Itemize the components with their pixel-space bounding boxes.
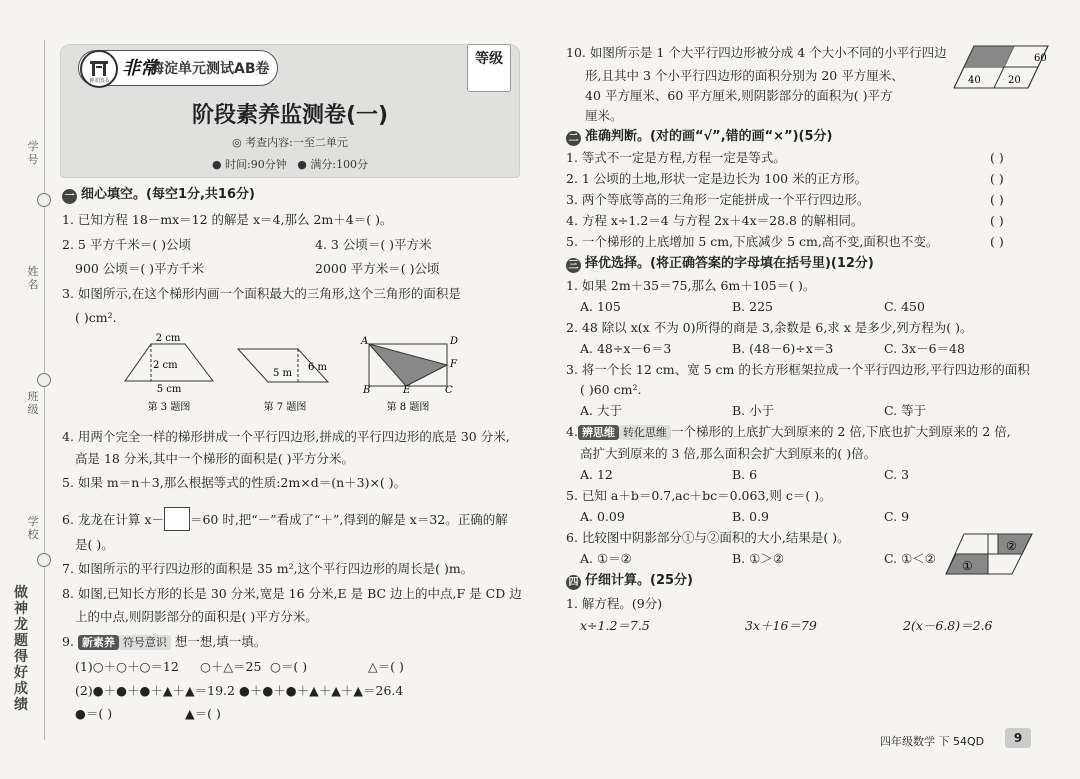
fig10-label-60: 60 (1034, 53, 1047, 64)
fig8-E: E (403, 385, 411, 396)
page-title: 阶段素养监测卷(一) (191, 103, 389, 128)
question-9-1b: ○＋△＝25 (200, 659, 262, 674)
judge-answer-1[interactable]: ( ) (990, 150, 1004, 165)
question-1: 1. 已知方程 18－mx＝12 的解是 x＝4,那么 2m＋4＝( )。 (62, 212, 393, 227)
section-3-heading (566, 256, 874, 273)
question-2b: 4. 3 公顷＝( )平方米 (315, 237, 432, 252)
fig7-side-label: 5 m (273, 368, 293, 379)
question-5: 5. 如果 m＝n＋3,那么根据等式的性质:2m×d＝(n＋3)×( )。 (62, 475, 407, 490)
binding-hole-marker (37, 193, 51, 207)
choice-1-option-c[interactable]: C. 450 (884, 299, 925, 314)
section-title: 细心填空。(每空1分,共16分) (81, 187, 255, 202)
judge-item-3: 3. 两个等底等高的三角形一定能拼成一个平行四边形。 (566, 192, 870, 207)
fig6-label-1: ① (962, 559, 973, 573)
fig8-D: D (450, 336, 459, 347)
choice-2: 2. 48 除以 x(x 不为 0)所得的商是 3,余数是 6,求 x 是多少,列方程为( )。 (566, 320, 973, 335)
fig3-top-label: 2 cm (155, 333, 181, 344)
margin-slogan: 做神龙题 得好成绩 (14, 585, 28, 713)
question-10-line1: 10. 如图所示是 1 个大平行四边形被分成 4 个大小不同的小平行四边 (566, 45, 947, 60)
choice-2-option-c[interactable]: C. 3x－6＝48 (884, 341, 965, 356)
choice-5-option-a[interactable]: A. 0.09 (580, 509, 625, 524)
choice-3-option-a[interactable]: A. 大于 (580, 403, 622, 418)
publisher-logo (80, 50, 118, 88)
judge-answer-2[interactable]: ( ) (990, 171, 1004, 186)
fig7-height-label: 6 m (308, 362, 328, 373)
logo-text: 神龙图书 (88, 78, 110, 84)
choice-6: 6. 比较图中阴影部分①与②面积的大小,结果是( )。 (566, 530, 850, 545)
section-number: 四 (566, 575, 581, 590)
score-icon: ● (297, 158, 311, 171)
judge-item-1: 1. 等式不一定是方程,方程一定是等式。 (566, 150, 786, 165)
section-number: 二 (566, 131, 581, 146)
choice-5-option-b[interactable]: B. 0.9 (732, 509, 770, 524)
calc-question-1: 1. 解方程。(9分) (566, 596, 663, 611)
section-4-heading (566, 573, 693, 590)
exam-info (60, 156, 520, 172)
footer-label: 四年级数学 下 54QD (880, 735, 985, 748)
fig3-bottom-label: 5 cm (156, 384, 182, 395)
question-6-line2: 是( )。 (75, 537, 114, 552)
choice-1-option-a[interactable]: A. 105 (580, 299, 621, 314)
choice-5: 5. 已知 a＋b＝0.7,ac＋bc＝0.063,则 c＝( )。 (566, 488, 832, 503)
scope-icon: ◎ (232, 136, 246, 149)
full-score: 满分:100分 (310, 158, 369, 171)
fig7-caption: 第 7 题图 (263, 402, 307, 413)
section-number: 三 (566, 258, 581, 273)
fig6-label-2: ② (1006, 539, 1017, 553)
brand-script: 非常 (122, 58, 158, 79)
binding-hole-marker (37, 373, 51, 387)
binding-hole-marker (37, 553, 51, 567)
margin-label-student-id: 学号 (27, 140, 39, 166)
figure-8-rectangle (360, 336, 458, 396)
question-9-1a: (1)○＋○＋○＝12 (75, 659, 179, 674)
tag-symbol-sense: 符号意识 (119, 635, 171, 650)
choice-4-option-c[interactable]: C. 3 (884, 467, 910, 482)
time-limit: 时间:90分钟 (225, 158, 287, 171)
margin-label-class: 班级 (27, 390, 39, 416)
gate-icon (82, 52, 116, 86)
question-4-line1: 4. 用两个完全一样的梯形拼成一个平行四边形,拼成的平行四边形的底是 30 分米, (62, 429, 510, 444)
choice-5-option-c[interactable]: C. 9 (884, 509, 910, 524)
section-title: 择优选择。(将正确答案的字母填在括号里)(12分) (585, 256, 874, 271)
choice-4-option-b[interactable]: B. 6 (732, 467, 758, 482)
fig8-caption: 第 8 题图 (386, 402, 430, 413)
section-number: 一 (62, 189, 77, 204)
tag-transform-thinking: 转化思维 (619, 425, 671, 440)
figure-7-parallelogram (238, 349, 328, 382)
grade-label: 等级 (475, 51, 503, 67)
question-10-line2: 形,且其中 3 个小平行四边形的面积分别为 20 平方厘米、 (585, 68, 904, 83)
equation-1: x÷1.2＝7.5 (580, 618, 650, 633)
fig8-F: F (450, 359, 457, 370)
content-scope: ◎ 考查内容:一至二单元 (232, 136, 348, 149)
fig10-label-20: 20 (1008, 75, 1021, 86)
section-1-heading (62, 187, 255, 204)
choice-3-line2: ( )60 cm². (580, 382, 642, 397)
choice-4-option-a[interactable]: A. 12 (580, 467, 613, 482)
fig8-B: B (363, 385, 371, 396)
figure-10-parallelogram (952, 44, 1052, 92)
answer-box[interactable] (164, 507, 190, 531)
question-9-3b: ▲＝( ) (185, 706, 221, 721)
margin-label-school: 学校 (27, 515, 39, 541)
choice-3-option-c[interactable]: C. 等于 (884, 403, 927, 418)
fig3-height-label: 2 cm (153, 360, 178, 371)
question-2c: 900 公顷＝( )平方千米 (75, 261, 205, 276)
fig3-caption: 第 3 题图 (147, 402, 191, 413)
tag-new-literacy: 新素养 (78, 635, 119, 650)
binding-margin-line (44, 40, 45, 740)
brand-name: 海淀单元测试AB卷 (150, 61, 270, 77)
question-10-line4: 厘米。 (585, 108, 623, 123)
section-title: 准确判断。(对的画“√”,错的画“×”)(5分) (585, 129, 833, 144)
judge-item-5: 5. 一个梯形的上底增加 5 cm,下底减少 5 cm,高不变,面积也不变。 (566, 234, 939, 249)
margin-label-name: 姓名 (27, 265, 39, 291)
choice-4-line2: 高扩大到原来的 3 倍,那么面积会扩大到原来的( )倍。 (580, 446, 877, 461)
figure-6-shapes (944, 532, 1034, 576)
question-2d: 2000 平方米＝( )公顷 (315, 261, 440, 276)
question-4-line2: 高是 18 分米,其中一个梯形的面积是( )平方分米。 (75, 451, 355, 466)
question-3-line2: ( )cm². (75, 310, 117, 325)
judge-item-2: 2. 1 公顷的土地,形状一定是边长为 100 米的正方形。 (566, 171, 868, 186)
fig10-label-40: 40 (968, 75, 981, 86)
choice-1-option-b[interactable]: B. 225 (732, 299, 773, 314)
question-8-line2: 上的中点,则阴影部分的面积是( )平方分米。 (75, 609, 318, 624)
equation-3: 2(x－6.8)＝2.6 (903, 618, 993, 633)
question-7: 7. 如图所示的平行四边形的面积是 35 m²,这个平行四边形的周长是( )m。 (62, 561, 474, 576)
question-9-2: (2)●＋●＋●＋▲＋▲＝19.2 ●＋●＋●＋▲＋▲＋▲＝26.4 (75, 683, 404, 698)
figure-3-trapezoid (125, 333, 213, 395)
choice-4-line1: 4. 辨思维 转化思维 一个梯形的上底扩大到原来的 2 倍,下底也扩大到原来的 2 倍, (566, 424, 1011, 439)
choice-6-option-b[interactable]: B. ①＞② (732, 551, 785, 566)
judge-answer-4[interactable]: ( ) (990, 213, 1004, 228)
section-title: 仔细计算。(25分) (585, 573, 693, 588)
tag-critical-thinking: 辨思维 (578, 425, 619, 440)
question-6-line1: 6. 龙龙在计算 x－ ＝60 时,把“－”看成了“＋”,得到的解是 x＝32。正确的解 (62, 507, 508, 531)
question-9-3a: ●＝( ) (75, 706, 113, 721)
fig8-C: C (445, 385, 453, 396)
question-2a: 2. 5 平方千米＝( )公顷 (62, 237, 192, 252)
page-number: 9 (1005, 728, 1031, 748)
judge-answer-3[interactable]: ( ) (990, 192, 1004, 207)
clock-icon: ● (211, 158, 226, 171)
choice-3-option-b[interactable]: B. 小于 (732, 403, 775, 418)
section-2-heading (566, 129, 833, 146)
choice-3-line1: 3. 将一个长 12 cm、宽 5 cm 的长方形框架拉成一个平行四边形,平行四边形的面积 (566, 362, 1030, 377)
question-10-line3: 40 平方厘米、60 平方厘米,则阴影部分的面积为( )平方 (585, 88, 893, 103)
figures-row (115, 330, 475, 414)
equation-2: 3x＋16＝79 (745, 618, 817, 633)
judge-item-4: 4. 方程 x÷1.2＝4 与方程 2x＋4x＝28.8 的解相同。 (566, 213, 864, 228)
choice-6-option-c[interactable]: C. ①＜② (884, 551, 936, 566)
choice-2-option-b[interactable]: B. (48－6)÷x＝3 (732, 341, 834, 356)
question-9-1c: ○＝( ) (270, 659, 308, 674)
choice-6-option-a[interactable]: A. ①＝② (580, 551, 632, 566)
question-9-1d: △＝( ) (368, 659, 404, 674)
question-3-line1: 3. 如图所示,在这个梯形内画一个面积最大的三角形,这个三角形的面积是 (62, 286, 461, 301)
choice-2-option-a[interactable]: A. 48÷x－6＝3 (580, 341, 672, 356)
judge-answer-5[interactable]: ( ) (990, 234, 1004, 249)
question-8-line1: 8. 如图,已知长方形的长是 30 分米,宽是 16 分米,E 是 BC 边上的中点,F 是 CD 边 (62, 586, 522, 601)
choice-1: 1. 如果 2m＋35＝75,那么 6m＋105＝( )。 (566, 278, 816, 293)
question-9-header: 9. 新素养 符号意识 想一想,填一填。 (62, 634, 267, 649)
fig8-A: A (361, 336, 369, 347)
